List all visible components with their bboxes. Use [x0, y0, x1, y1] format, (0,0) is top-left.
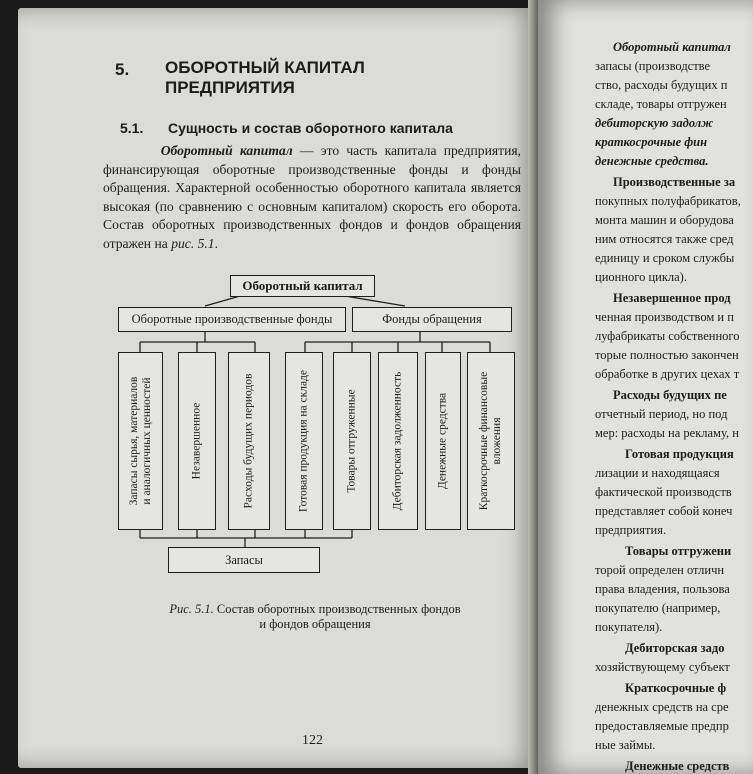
- item-label: Краткосрочные финансовые вложения: [478, 371, 503, 511]
- right-page-line: ство, расходы будущих п: [595, 78, 728, 92]
- right-page-line: запасы (производстве: [595, 59, 711, 73]
- figure-caption: [140, 602, 490, 632]
- right-page-line: Расходы будущих пе: [613, 388, 727, 402]
- paragraph-body: — это часть капитала предприятия, финансирующая оборотные производственные фонды и фонды обращения. Характерной особенностью оборотного капитала является высокая (по сравнению с основным капиталом) скорость его оборота. Состав оборотных производственных фондов и фондов обращения отражен на: [103, 143, 522, 251]
- item-box-finished-goods: [285, 352, 323, 530]
- group-left-label: Оборотные производственные фонды: [131, 312, 333, 326]
- group-box-production-funds: [118, 307, 346, 332]
- right-page-line: фактической производств: [595, 485, 732, 499]
- page-number: 122: [302, 733, 323, 748]
- right-page-line: права владения, пользова: [595, 582, 730, 596]
- root-box: [230, 275, 375, 297]
- item-box-cash: [425, 352, 461, 530]
- right-page-line: Товары отгружени: [625, 544, 732, 558]
- right-page-line: Краткосрочные ф: [625, 681, 727, 695]
- item-label: Товары отгруженные: [345, 389, 358, 493]
- chapter-number: 5.: [115, 60, 130, 79]
- chapter-title-line1: ОБОРОТНЫЙ КАПИТАЛ: [165, 58, 365, 77]
- item-box-short-term-investments: [467, 352, 515, 530]
- caption-label: Рис. 5.1.: [169, 602, 214, 616]
- item-box-raw-materials: [118, 352, 163, 530]
- item-label: Незавершенное: [190, 402, 203, 480]
- paragraph-term: Оборотный капитал: [160, 143, 293, 158]
- item-label: Запасы сырья, материалов и аналогичных ценностей: [127, 376, 153, 506]
- item-box-deferred-expenses: [228, 352, 270, 530]
- right-page-line: ним относятся также сред: [595, 232, 734, 246]
- right-page-line: Производственные за: [613, 175, 736, 189]
- right-page-line: хозяйствующему субъект: [595, 660, 730, 674]
- right-page-line: ченная производством и п: [595, 310, 734, 324]
- right-page-line: покупателю (например,: [595, 601, 721, 615]
- right-page-line: ные займы.: [595, 738, 656, 752]
- right-page-line: Готовая продукция: [625, 447, 734, 461]
- chapter-title-line2: ПРЕДПРИЯТИЯ: [165, 78, 295, 97]
- right-page-line: предоставляемые предпр: [595, 719, 729, 733]
- right-page-line: Незавершенное прод: [613, 291, 731, 305]
- group-right-label: Фонды обращения: [382, 312, 482, 326]
- bottom-box-inventory: [168, 547, 320, 573]
- item-label: Дебиторская задолженность: [391, 371, 404, 511]
- right-page-line: луфабрикаты собственного: [595, 329, 740, 343]
- right-page-line: покупных полуфабрикатов,: [595, 194, 741, 208]
- right-page-line: покупателя).: [595, 620, 663, 634]
- item-box-receivables: [378, 352, 418, 530]
- root-label: Оборотный капитал: [242, 278, 363, 293]
- item-box-work-in-progress: [178, 352, 216, 530]
- right-page-line: единицу и сроком службы: [595, 251, 735, 265]
- caption-line2: и фондов обращения: [259, 617, 371, 631]
- right-page-line: представляет собой конеч: [595, 504, 733, 518]
- caption-line1: Состав оборотных производственных фондов: [213, 602, 461, 616]
- right-page-line: Оборотный капитал: [613, 40, 731, 54]
- right-page-line: краткосрочные фин: [595, 135, 708, 149]
- item-label: Готовая продукция на складе: [297, 369, 310, 513]
- group-box-circulation-funds: [352, 307, 512, 332]
- right-page-line: монта машин и оборудова: [595, 213, 734, 227]
- right-page-line: предприятия.: [595, 523, 667, 537]
- paragraph-end: .: [214, 235, 219, 251]
- right-page-line: ционного цикла).: [595, 270, 687, 284]
- item-box-goods-shipped: [333, 352, 371, 530]
- right-page-line: дебиторскую задолж: [595, 116, 714, 130]
- item-label: Расходы будущих периодов: [242, 373, 255, 509]
- right-page-line: торой определен отличн: [595, 563, 725, 577]
- right-page-line: обработке в других цехах т: [595, 367, 740, 381]
- right-page-line: торые полностью закончен: [595, 348, 739, 362]
- bottom-label: Запасы: [225, 552, 263, 567]
- section-title: Сущность и состав оборотного капитала: [168, 120, 453, 136]
- right-page-line: денежные средства.: [595, 154, 709, 168]
- right-page-line: Дебиторская задо: [625, 641, 725, 655]
- right-page-line: денежных средств на сре: [595, 700, 729, 714]
- section-number: 5.1.: [120, 120, 144, 136]
- right-page-line: мер: расходы на рекламу, н: [595, 426, 739, 440]
- figure-reference: рис. 5.1: [171, 235, 215, 251]
- right-page-line: лизации и находящаяся: [595, 466, 720, 480]
- right-page-line: Денежные средств: [625, 759, 730, 773]
- right-page-line: отчетный период, но под: [595, 407, 728, 421]
- right-page-line: складе, товары отгружен: [595, 97, 727, 111]
- item-label: Денежные средства: [436, 392, 449, 490]
